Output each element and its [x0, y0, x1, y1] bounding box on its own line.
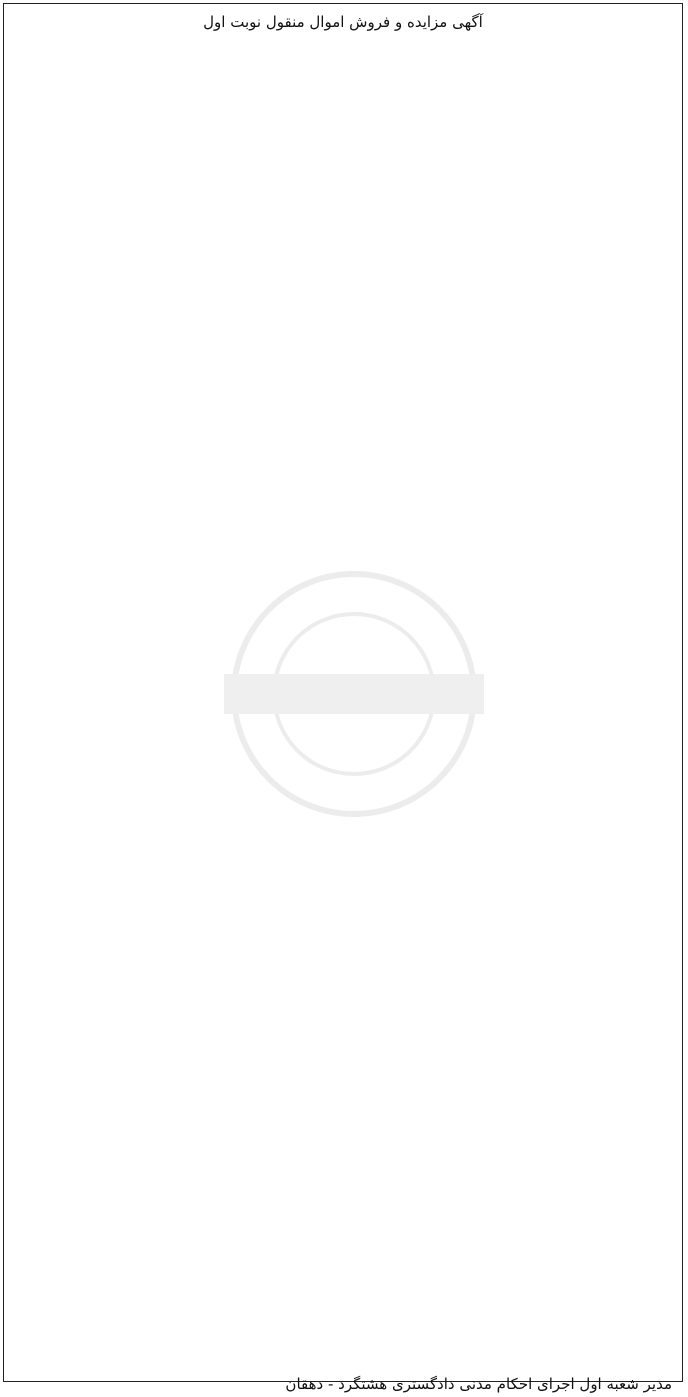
notice-body-line — [14, 1127, 672, 1157]
notice-body-line — [14, 127, 672, 157]
notice-body-line — [14, 309, 672, 339]
notice-body-line — [14, 551, 672, 581]
notice-body-line — [14, 157, 672, 187]
notice-body-line — [14, 884, 672, 914]
notice-body-line — [14, 1006, 672, 1036]
notice-body-line — [14, 733, 672, 763]
notice-body-line — [14, 36, 672, 66]
notice-body-line — [14, 187, 672, 217]
notice-body-line — [14, 521, 672, 551]
notice-body-line — [14, 460, 672, 490]
notice-body-line — [14, 400, 672, 430]
notice-body-line — [14, 1248, 672, 1278]
notice-body-line — [14, 1218, 672, 1248]
notice-body-line — [14, 1339, 672, 1369]
notice-body-line — [14, 975, 672, 1005]
notice-body-line — [14, 1036, 672, 1066]
notice-body-line — [14, 97, 672, 127]
notice-body-line — [14, 1157, 672, 1187]
notice-body — [14, 36, 672, 1369]
notice-body-line — [14, 1187, 672, 1217]
notice-body-line — [14, 218, 672, 248]
notice-body-line — [14, 1278, 672, 1308]
notice-body-line — [14, 824, 672, 854]
notice-title: آگهی مزایده و فروش اموال منقول نوبت اول — [203, 13, 483, 31]
notice-body-line — [14, 915, 672, 945]
notice-body-line — [14, 66, 672, 96]
notice-body-line — [14, 793, 672, 823]
notice-body-line — [14, 1096, 672, 1126]
notice-body-line — [14, 854, 672, 884]
notice-body-line — [14, 278, 672, 308]
notice-body-line — [14, 369, 672, 399]
notice-body-line — [14, 672, 672, 702]
notice-signature: مدیر شعبه اول اجرای احکام مدنی دادگستری هشتگرد - دهقان — [285, 1375, 672, 1394]
auction-notice — [3, 3, 683, 1394]
notice-body-line — [14, 430, 672, 460]
notice-body-line — [14, 339, 672, 369]
notice-body-line — [14, 612, 672, 642]
notice-body-line — [14, 581, 672, 611]
notice-body-line — [14, 763, 672, 793]
notice-body-line — [14, 490, 672, 520]
notice-body-line — [14, 703, 672, 733]
notice-body-line — [14, 248, 672, 278]
notice-body-line — [14, 945, 672, 975]
notice-body-line — [14, 1066, 672, 1096]
notice-body-line — [14, 1308, 672, 1338]
notice-body-line — [14, 642, 672, 672]
